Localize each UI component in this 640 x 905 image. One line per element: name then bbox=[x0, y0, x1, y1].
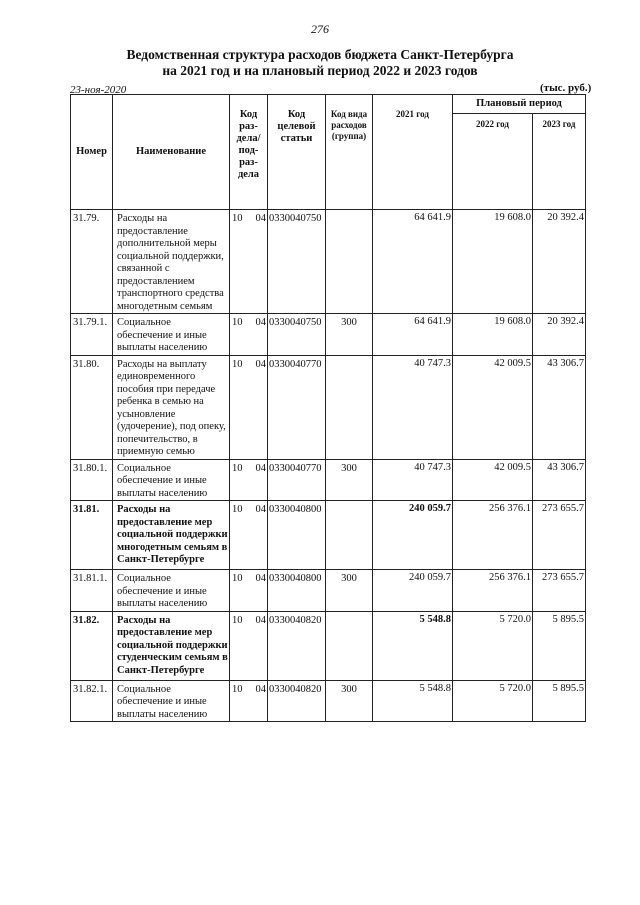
row-podrazdel: 04 bbox=[255, 358, 266, 370]
row-target-code: 0330040750 bbox=[268, 210, 326, 314]
table-row bbox=[71, 210, 586, 314]
row-value-2022: 256 376.1 bbox=[453, 570, 533, 612]
row-target-code: 0330040770 bbox=[268, 459, 326, 501]
row-razdel-cell bbox=[230, 355, 268, 459]
row-value-2022: 42 009.5 bbox=[453, 459, 533, 501]
row-name: Социальное обеспечение и иные выплаты населению bbox=[113, 570, 230, 612]
row-razdel: 10 bbox=[232, 504, 243, 515]
row-value-2023: 43 306.7 bbox=[533, 355, 586, 459]
row-value-2021: 64 641.9 bbox=[373, 210, 453, 314]
row-podrazdel: 04 bbox=[255, 614, 266, 626]
row-value-2022: 19 608.0 bbox=[453, 314, 533, 356]
row-value-2021: 240 059.7 bbox=[373, 570, 453, 612]
header-razdel: Код раз-дела/ под-раз-дела bbox=[230, 95, 268, 210]
units-label: (тыс. руб.) bbox=[540, 82, 592, 94]
row-value-2021: 64 641.9 bbox=[373, 314, 453, 356]
table-row bbox=[71, 355, 586, 459]
row-value-2021: 40 747.3 bbox=[373, 355, 453, 459]
page-number: 276 bbox=[311, 22, 329, 36]
row-target-code: 0330040800 bbox=[268, 501, 326, 570]
document-date: 23-ноя-2020 bbox=[70, 84, 127, 96]
row-razdel: 10 bbox=[232, 462, 243, 474]
title-line-2: на 2021 год и на плановый период 2022 и 2023 годов bbox=[162, 63, 478, 78]
row-razdel: 10 bbox=[232, 317, 243, 328]
header-target: Код целевой статьи bbox=[268, 95, 326, 210]
row-name: Расходы на выплату единовременного пособия при передаче ребенка в семью на усыновление (удочерение), под опеку, попечительство, в приемную семью bbox=[113, 355, 230, 459]
row-value-2021: 40 747.3 bbox=[373, 459, 453, 501]
row-number: 31.81.1. bbox=[71, 570, 113, 612]
header-vid: Код вида расходов (группа) bbox=[326, 95, 373, 210]
row-number: 31.79. bbox=[71, 210, 113, 314]
row-podrazdel: 04 bbox=[255, 573, 266, 584]
row-razdel-cell bbox=[230, 314, 268, 356]
row-value-2023: 20 392.4 bbox=[533, 210, 586, 314]
header-planned: Плановый период bbox=[453, 95, 586, 114]
row-razdel-cell bbox=[230, 501, 268, 570]
row-razdel: 10 bbox=[232, 358, 243, 370]
row-razdel-cell bbox=[230, 210, 268, 314]
row-value-2022: 42 009.5 bbox=[453, 355, 533, 459]
row-value-2021: 5 548.8 bbox=[373, 611, 453, 680]
row-razdel-cell bbox=[230, 570, 268, 612]
row-number: 31.82. bbox=[71, 611, 113, 680]
row-value-2023: 20 392.4 bbox=[533, 314, 586, 356]
row-vid-code bbox=[326, 355, 373, 459]
row-number: 31.79.1. bbox=[71, 314, 113, 356]
budget-table bbox=[70, 94, 586, 722]
row-podrazdel: 04 bbox=[255, 462, 266, 474]
row-value-2022: 5 720.0 bbox=[453, 680, 533, 722]
table-row bbox=[71, 680, 586, 722]
row-vid-code: 300 bbox=[326, 680, 373, 722]
row-podrazdel: 04 bbox=[255, 504, 266, 515]
row-target-code: 0330040820 bbox=[268, 680, 326, 722]
row-name: Социальное обеспечение и иные выплаты населению bbox=[113, 680, 230, 722]
row-razdel: 10 bbox=[232, 573, 243, 584]
row-razdel: 10 bbox=[232, 213, 243, 224]
row-vid-code: 300 bbox=[326, 570, 373, 612]
header-2022: 2022 год bbox=[453, 114, 533, 210]
row-value-2023: 273 655.7 bbox=[533, 570, 586, 612]
table-row bbox=[71, 570, 586, 612]
row-name: Расходы на предоставление мер социальной поддержки многодетным семьям в Санкт-Петербурге bbox=[113, 501, 230, 570]
row-value-2022: 256 376.1 bbox=[453, 501, 533, 570]
row-value-2022: 5 720.0 bbox=[453, 611, 533, 680]
table-row bbox=[71, 314, 586, 356]
row-name: Социальное обеспечение и иные выплаты населению bbox=[113, 314, 230, 356]
table-row bbox=[71, 611, 586, 680]
header-2023: 2023 год bbox=[533, 114, 586, 210]
row-number: 31.81. bbox=[71, 501, 113, 570]
row-value-2022: 19 608.0 bbox=[453, 210, 533, 314]
row-podrazdel: 04 bbox=[255, 317, 266, 328]
row-value-2021: 5 548.8 bbox=[373, 680, 453, 722]
row-target-code: 0330040750 bbox=[268, 314, 326, 356]
row-razdel: 10 bbox=[232, 683, 243, 695]
row-razdel-cell bbox=[230, 680, 268, 722]
row-razdel-cell bbox=[230, 611, 268, 680]
header-name: Наименование bbox=[113, 95, 230, 210]
document-title bbox=[0, 47, 640, 79]
row-vid-code: 300 bbox=[326, 459, 373, 501]
row-podrazdel: 04 bbox=[255, 683, 266, 695]
row-podrazdel: 04 bbox=[255, 213, 266, 224]
row-value-2021: 240 059.7 bbox=[373, 501, 453, 570]
row-name: Расходы на предоставление мер социальной поддержки студенческим семьям в Санкт-Петербурге bbox=[113, 611, 230, 680]
row-name: Расходы на предоставление дополнительной меры социальной поддержки, связанной с предоставлением транспортного средства многодетным семьям bbox=[113, 210, 230, 314]
row-number: 31.80. bbox=[71, 355, 113, 459]
row-vid-code bbox=[326, 210, 373, 314]
row-number: 31.82.1. bbox=[71, 680, 113, 722]
row-vid-code bbox=[326, 611, 373, 680]
row-target-code: 0330040820 bbox=[268, 611, 326, 680]
row-target-code: 0330040800 bbox=[268, 570, 326, 612]
title-line-1: Ведомственная структура расходов бюджета Санкт-Петербурга bbox=[126, 47, 514, 62]
row-number: 31.80.1. bbox=[71, 459, 113, 501]
header-2021: 2021 год bbox=[373, 95, 453, 210]
row-vid-code bbox=[326, 501, 373, 570]
row-value-2023: 273 655.7 bbox=[533, 501, 586, 570]
row-value-2023: 5 895.5 bbox=[533, 611, 586, 680]
row-target-code: 0330040770 bbox=[268, 355, 326, 459]
row-razdel-cell bbox=[230, 459, 268, 501]
row-vid-code: 300 bbox=[326, 314, 373, 356]
row-value-2023: 43 306.7 bbox=[533, 459, 586, 501]
table-row bbox=[71, 459, 586, 501]
header-number: Номер bbox=[71, 95, 113, 210]
row-value-2023: 5 895.5 bbox=[533, 680, 586, 722]
table-row bbox=[71, 501, 586, 570]
row-name: Социальное обеспечение и иные выплаты населению bbox=[113, 459, 230, 501]
row-razdel: 10 bbox=[232, 614, 243, 626]
